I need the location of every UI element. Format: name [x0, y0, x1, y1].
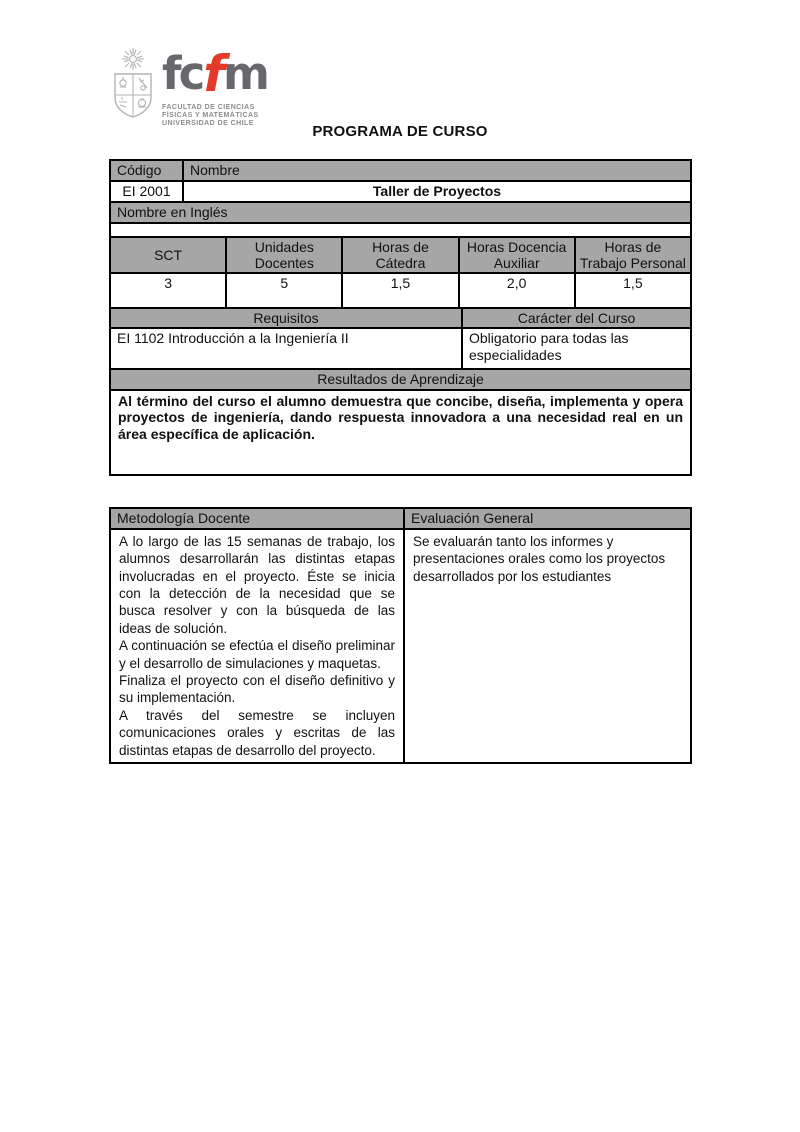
caracter-value-cell: Obligatorio para todas las especialidades [462, 328, 691, 369]
metodologia-paragraph-3: Finaliza el proyecto con el diseño definitivo y su implementación. [119, 672, 395, 706]
course-tables [109, 159, 692, 764]
wordmark-accent-f: f [203, 45, 223, 103]
caption-line-2: FÍSICAS Y MATEMÁTICAS [162, 112, 259, 119]
metodologia-paragraph-1: A lo largo de las 15 semanas de trabajo, los alumnos desarrollarán las distintas etapas involucradas en el proyecto. Éste se inicia con la detección de la necesidad que se busca resolver y con la búsqueda de las ideas de solución. [119, 533, 395, 636]
requisitos-table [109, 307, 692, 371]
sct-value-cell: 3 [110, 273, 226, 308]
metodologia-evaluacion-table [109, 507, 692, 764]
wordmark-m: m [223, 47, 267, 100]
requisitos-value-cell: EI 1102 Introducción a la Ingeniería II [110, 328, 462, 369]
horas-catedra-value-cell: 1,5 [342, 273, 458, 308]
fcfm-wordmark [162, 46, 267, 102]
fcfm-logo [110, 46, 267, 128]
university-shield-icon [110, 46, 156, 122]
horas-docencia-header-cell: Horas Docencia Auxiliar [459, 237, 575, 273]
unidades-docentes-value-cell: 5 [226, 273, 342, 308]
nombre-value-cell: Taller de Proyectos [183, 181, 691, 202]
metodologia-body-cell [110, 529, 404, 763]
nombre-label-cell: Nombre [183, 160, 691, 181]
wordmark-fc: fc [162, 47, 203, 100]
horas-trabajo-header-cell: Horas de Trabajo Personal [575, 237, 691, 273]
resultados-table [109, 368, 692, 476]
nombre-ingles-label-cell: Nombre en Inglés [110, 202, 691, 223]
resultados-body-cell: Al término del curso el alumno demuestra que concibe, diseña, implementa y opera proyectos de ingeniería, dando respuesta innovadora a una necesidad real en un área específica de aplicación. [110, 390, 691, 475]
metodologia-paragraph-4: A través del semestre se incluyen comunicaciones orales y escritas de las distintas etapas de desarrollo del proyecto. [119, 707, 395, 758]
horas-catedra-header-cell: Horas de Cátedra [342, 237, 458, 273]
evaluacion-label-cell: Evaluación General [404, 508, 691, 529]
unidades-docentes-header-cell: Unidades Docentes [226, 237, 342, 273]
horas-trabajo-value-cell: 1,5 [575, 273, 691, 308]
nombre-ingles-value-cell [110, 223, 691, 237]
credits-hours-table [109, 236, 692, 309]
codigo-label-cell: Código [110, 160, 183, 181]
caracter-label-cell: Carácter del Curso [462, 308, 691, 329]
codigo-value-cell: EI 2001 [110, 181, 183, 202]
requisitos-label-cell: Requisitos [110, 308, 462, 329]
caption-line-1: FACULTAD DE CIENCIAS [162, 104, 255, 111]
metodologia-paragraph-2: A continuación se efectúa el diseño preliminar y el desarrollo de simulaciones y maquetas. [119, 638, 395, 671]
caption-line-3: UNIVERSIDAD DE CHILE [162, 120, 254, 127]
sct-header-cell: SCT [110, 237, 226, 273]
horas-docencia-value-cell: 2,0 [459, 273, 575, 308]
evaluacion-body-cell: Se evaluarán tanto los informes y presentaciones orales como los proyectos desarrollados por los estudiantes [404, 529, 691, 763]
page-title: PROGRAMA DE CURSO [312, 123, 488, 140]
resultados-label-cell: Resultados de Aprendizaje [110, 369, 691, 390]
metodologia-label-cell: Metodología Docente [110, 508, 404, 529]
code-name-table [109, 159, 692, 238]
